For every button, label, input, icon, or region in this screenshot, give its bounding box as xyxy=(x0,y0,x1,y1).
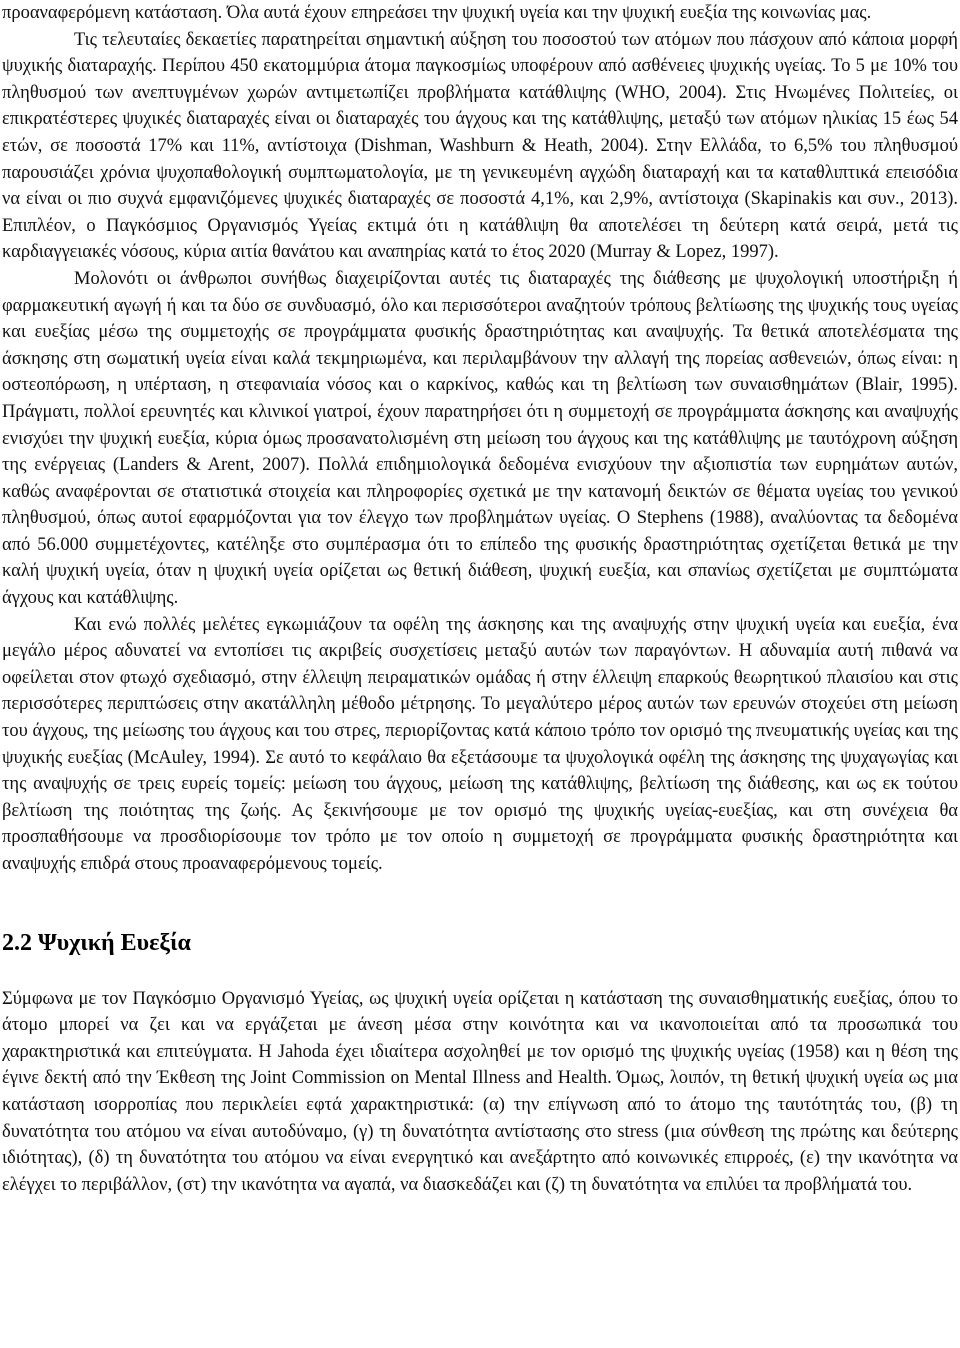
paragraph-mental-wellbeing-definition: Σύμφωνα με τον Παγκόσμιο Οργανισμό Υγείας, ως ψυχική υγεία ορίζεται η κατάσταση της συναισθηματικής ευεξίας, όπου το άτομο μπορεί να ζει και να εργάζεται με άνεση μέσα στην κοινότητα και να ικανοποιείται από τα προσωπικά του χαρακτηριστικά και επιτεύγματα. Η Jahoda έχει ιδιαίτερα ασχοληθεί με τον ορισμό της ψυχικής υγείας (1958) και η θέση της έγινε δεκτή από την Έκθεση της Joint Commission on Mental Illness and Health. Όμως, λοιπόν, τη θετική ψυχική υγεία ως μια κατάσταση ισορροπίας που περικλείει εφτά χαρακτηριστικά: (α) την επίγνωση από το άτομο της ταυτότητάς του, (β) τη δυνατότητα του ατόμου να είναι αυτοδύναμο, (γ) τη δυνατότητα αντίστασης στο stress (μια σύνθεση της πρώτης και δεύτερης ιδιότητας), (δ) τη δυνατότητα του ατόμου να είναι ενεργητικό και ανεξάρτητο από κοινωνικές επιρροές, (ε) την ικανότητα να ελέγχει το περιβάλλον, (στ) την ικανότητα να αγαπά, να διασκεδάζει και (ζ) τη δυνατότητα να επιλύει τα προβλήματά του. xyxy=(2,988,958,1195)
paragraph-mental-disorders-statistics: Τις τελευταίες δεκαετίες παρατηρείται σημαντική αύξηση του ποσοστού των ατόμων που πάσχουν από κάποια μορφή ψυχικής διαταραχής. Περίπου 450 εκατομμύρια άτομα παγκοσμίως υποφέρουν από ασθένειες ψυχικής υγείας. Το 5 με 10% του πληθυσμού των ανεπτυγμένων χωρών αντιμετωπίζει προβλήματα κατάθλιψης (WHO, 2004). Στις Ηνωμένες Πολιτείες, οι επικρατέστερες ψυχικές διαταραχές είναι οι διαταραχές του άγχους και της κατάθλιψης, μεταξύ των ατόμων ηλικίας 15 έως 54 ετών, σε ποσοστά 17% και 11%, αντίστοιχα (Dishman, Washburn & Heath, 2004). Στην Ελλάδα, το 6,5% του πληθυσμού παρουσιάζει χρόνια ψυχοπαθολογική συμπτωματολογία, με τη γενικευμένη αγχώδη διαταραχή και τα καταθλιπτικά επεισόδια να είναι οι πιο συχνά εμφανιζόμενες ψυχικές διαταραχές σε ποσοστά 4,1%, και 2,9%, αντίστοιχα (Skapinakis και συν., 2013). Επιπλέον, ο Παγκόσμιος Οργανισμός Υγείας εκτιμά ότι η κατάθλιψη θα αποτελέσει τη δεύτερη κατά σειρά, μετά τις καρδιαγγειακές νόσους, κύρια αιτία θανάτου και αναπηρίας κατά το έτος 2020 (Murray & Lopez, 1997). xyxy=(2,29,958,263)
paragraph-continuation: προαναφερόμενη κατάσταση. Όλα αυτά έχουν επηρεάσει την ψυχική υγεία και την ψυχική ευεξία της κοινωνίας μας. xyxy=(2,3,872,23)
paragraph-research-limitations: Και ενώ πολλές μελέτες εγκωμιάζουν τα οφέλη της άσκησης και της αναψυχής στην ψυχική υγεία και ευεξία, ένα μεγάλο μέρος αδυνατεί να εντοπίσει τις ακριβείς συσχετίσεις μεταξύ αυτών των παραγόντων. Η αδυναμία αυτή πιθανά να οφείλεται στον φτωχό σχεδιασμό, στην έλλειψη πειραματικών ομάδας ή στην έλλειψη επαρκούς θεωρητικού πλαισίου και στις περισσότερες περιπτώσεις στην ακατάλληλη μέθοδο μέτρησης. Το μεγαλύτερο μέρος αυτών των ερευνών στοχεύει στη μείωση του άγχους, της μείωσης του άγχους και του στρες, περιορίζοντας κατά κάποιο τρόπο τον ορισμό της πνευματικής υγείας και της ψυχικής ευεξίας (McAuley, 1994). Σε αυτό το κεφάλαιο θα εξετάσουμε τα ψυχολογικά οφέλη της άσκησης της ψυχαγωγίας και της αναψυχής σε τρεις ευρείς τομείς: μείωση του άγχους, μείωση της κατάθλιψης, βελτίωση της διάθεσης, και ως εκ τούτου βελτίωση της ποιότητας της ζωής. Ας ξεκινήσουμε με τον ορισμό της ψυχικής υγείας-ευεξίας, και στη συνέχεια θα προσπαθήσουμε να προσδιορίσουμε τον τρόπο με τον οποίο η συμμετοχή σε προγράμματα φυσικής δραστηριότητα και αναψυχής επιδρά στους προαναφερόμενους τομείς. xyxy=(2,614,958,874)
section-heading: 2.2 Ψυχική Ευεξία xyxy=(2,929,191,956)
paragraph-exercise-benefits: Μολονότι οι άνθρωποι συνήθως διαχειρίζονται αυτές τις διαταραχές της διάθεσης με ψυχολογική υποστήριξη ή φαρμακευτική αγωγή ή και τα δύο σε συνδυασμό, όλο και περισσότεροι αναζητούν τρόπους βελτίωσης της ψυχικής τους υγείας και ευεξίας μέσω της συμμετοχής σε προγράμματα φυσικής δραστηριότητας και αναψυχής. Τα θετικά αποτελέσματα της άσκησης στη σωματική υγεία είναι καλά τεκμηριωμένα, και περιλαμβάνουν την αλλαγή της πορείας ασθενειών, όπως είναι: η οστεοπόρωση, η υπέρταση, η στεφανιαία νόσος και ο καρκίνος, καθώς και τη βελτίωση των συναισθημάτων (Blair, 1995). Πράγματι, πολλοί ερευνητές και κλινικοί γιατροί, έχουν παρατηρήσει ότι η συμμετοχή σε προγράμματα άσκησης και αναψυχής ενισχύει την ψυχική ευεξία, κύρια όμως προσανατολισμένη στη μείωση του άγχους και της κατάθλιψης με ταυτόχρονη αύξηση της ενέργειας (Landers & Arent, 2007). Πολλά επιδημιολογικά δεδομένα ενισχύουν την αξιοπιστία των ευρημάτων αυτών, καθώς αναφέρονται σε στατιστικά στοιχεία και πληροφορίες σχετικά με την κατανομή δεικτών σε θέματα υγείας του γενικού πληθυσμού, όπως αυτοί εφαρμόζονται για τον έλεγχο των προβλημάτων υγείας. Ο Stephens (1988), αναλύοντας τα δεδομένα από 56.000 συμμετέχοντες, κατέληξε στο συμπέρασμα ότι το επίπεδο της φυσικής δραστηριότητας σχετίζεται θετικά με την καλή ψυχική υγεία, όταν η ψυχική υγεία ορίζεται ως θετική διάθεση, ψυχική ευεξία, και σπανίως σχετίζεται με συμπτώματα άγχους και κατάθλιψης. xyxy=(2,268,958,609)
